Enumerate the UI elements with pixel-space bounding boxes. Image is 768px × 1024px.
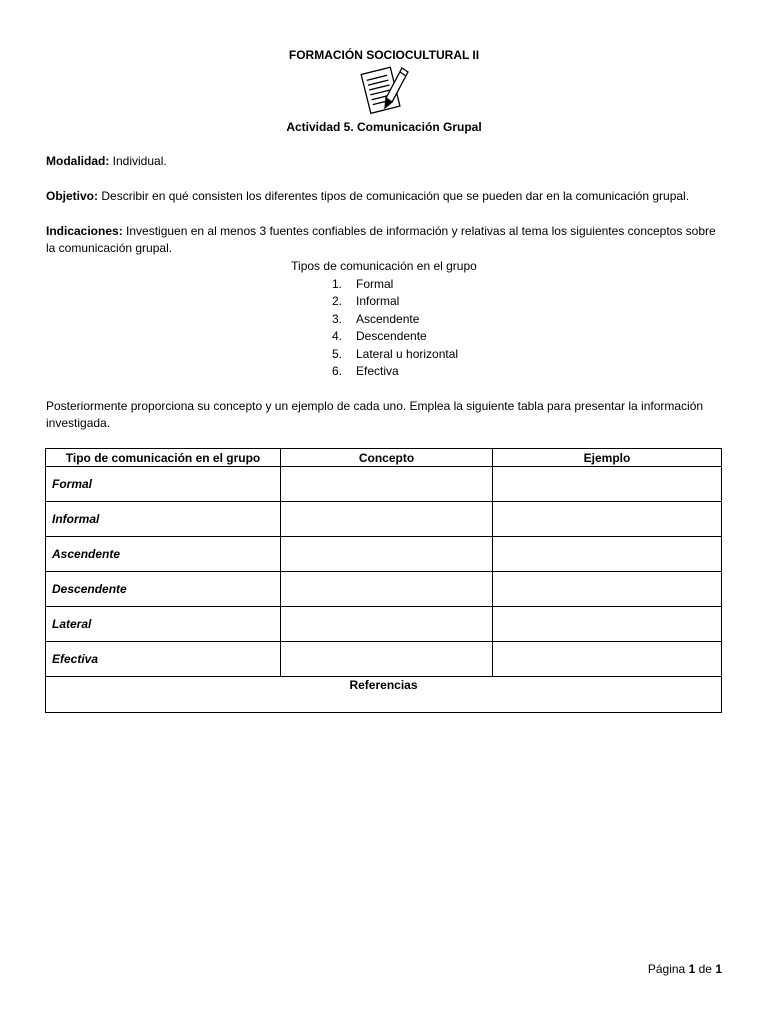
list-item-label: Informal [356,294,400,309]
list-item-label: Formal [356,277,394,291]
header-ejemplo: Ejemplo [493,449,722,467]
list-item [332,328,458,345]
table-row [46,467,722,502]
objetivo-value: Describir en qué consisten los diferentes tipos de comunicación que se pueden dar en la comunicación grupal. [101,189,690,203]
of-word: de [698,962,712,976]
list-item-label: Descendente [356,329,427,344]
list-item [332,276,458,293]
indicaciones-value: Investiguen en al menos 3 fuentes confiables de información y relativas al tema los siguientes conceptos sobre la comunicación grupal. [46,224,716,255]
concepto-cell[interactable] [281,502,493,537]
list-item-number: 1. [332,277,343,291]
row-type-cell: Descendente [46,572,281,607]
page-word: Página [647,962,686,976]
ejemplo-cell[interactable] [493,467,722,502]
list-item-number: 3. [332,311,343,326]
objetivo-paragraph [46,188,722,205]
table-row [46,572,722,607]
table-row [46,607,722,642]
list-item-number: 4. [332,329,343,344]
list-item [332,346,458,363]
ejemplo-cell[interactable] [493,642,722,677]
list-item-number: 6. [332,363,343,378]
list-item-label: Lateral u horizontal [356,346,459,361]
table-row [46,642,722,677]
references-row [46,677,722,713]
concepto-cell[interactable] [281,537,493,572]
row-type-cell: Efectiva [46,642,281,677]
indicaciones-label: Indicaciones: [46,224,123,238]
document-title: FORMACIÓN SOCIOCULTURAL II [288,48,480,62]
list-item-label: Ascendente [356,311,420,326]
ejemplo-cell[interactable] [493,502,722,537]
concepto-cell[interactable] [281,572,493,607]
table-row [46,502,722,537]
types-title: Tipos de comunicación en el grupo [291,259,477,273]
row-type-cell: Lateral [46,607,281,642]
list-item-label: Efectiva [356,363,399,378]
page-number [648,962,722,976]
references-cell[interactable]: Referencias [46,677,722,713]
page-total: 1 [715,962,722,976]
row-type-cell: Ascendente [46,537,281,572]
modalidad-value: Individual. [112,154,167,168]
table-header-row [46,449,722,467]
indicaciones-paragraph [46,223,722,257]
ejemplo-cell[interactable] [493,572,722,607]
objetivo-label: Objetivo: [46,189,99,203]
list-item-number: 5. [332,346,343,361]
document-pencil-icon [358,62,410,118]
concepto-cell[interactable] [281,642,493,677]
types-list [332,276,458,380]
page-current: 1 [688,962,696,976]
list-item-number: 2. [332,294,343,309]
concepto-cell[interactable] [281,607,493,642]
row-type-cell: Formal [46,467,281,502]
concepto-cell[interactable] [281,467,493,502]
row-type-cell: Informal [46,502,281,537]
list-item [332,363,458,380]
table-row [46,537,722,572]
modalidad-label: Modalidad: [46,154,110,168]
header-tipo: Tipo de comunicación en el grupo [46,449,281,467]
header-concepto: Concepto [281,449,493,467]
posteriormente-paragraph: Posteriormente proporciona su concepto y un ejemplo de cada uno. Emplea la siguiente tabla para presentar la información investigada. [46,399,704,430]
list-item [332,293,458,310]
ejemplo-cell[interactable] [493,607,722,642]
info-table [45,448,722,713]
modalidad-paragraph [46,153,722,170]
list-item [332,311,458,328]
activity-subtitle: Actividad 5. Comunicación Grupal [286,120,482,134]
ejemplo-cell[interactable] [493,537,722,572]
